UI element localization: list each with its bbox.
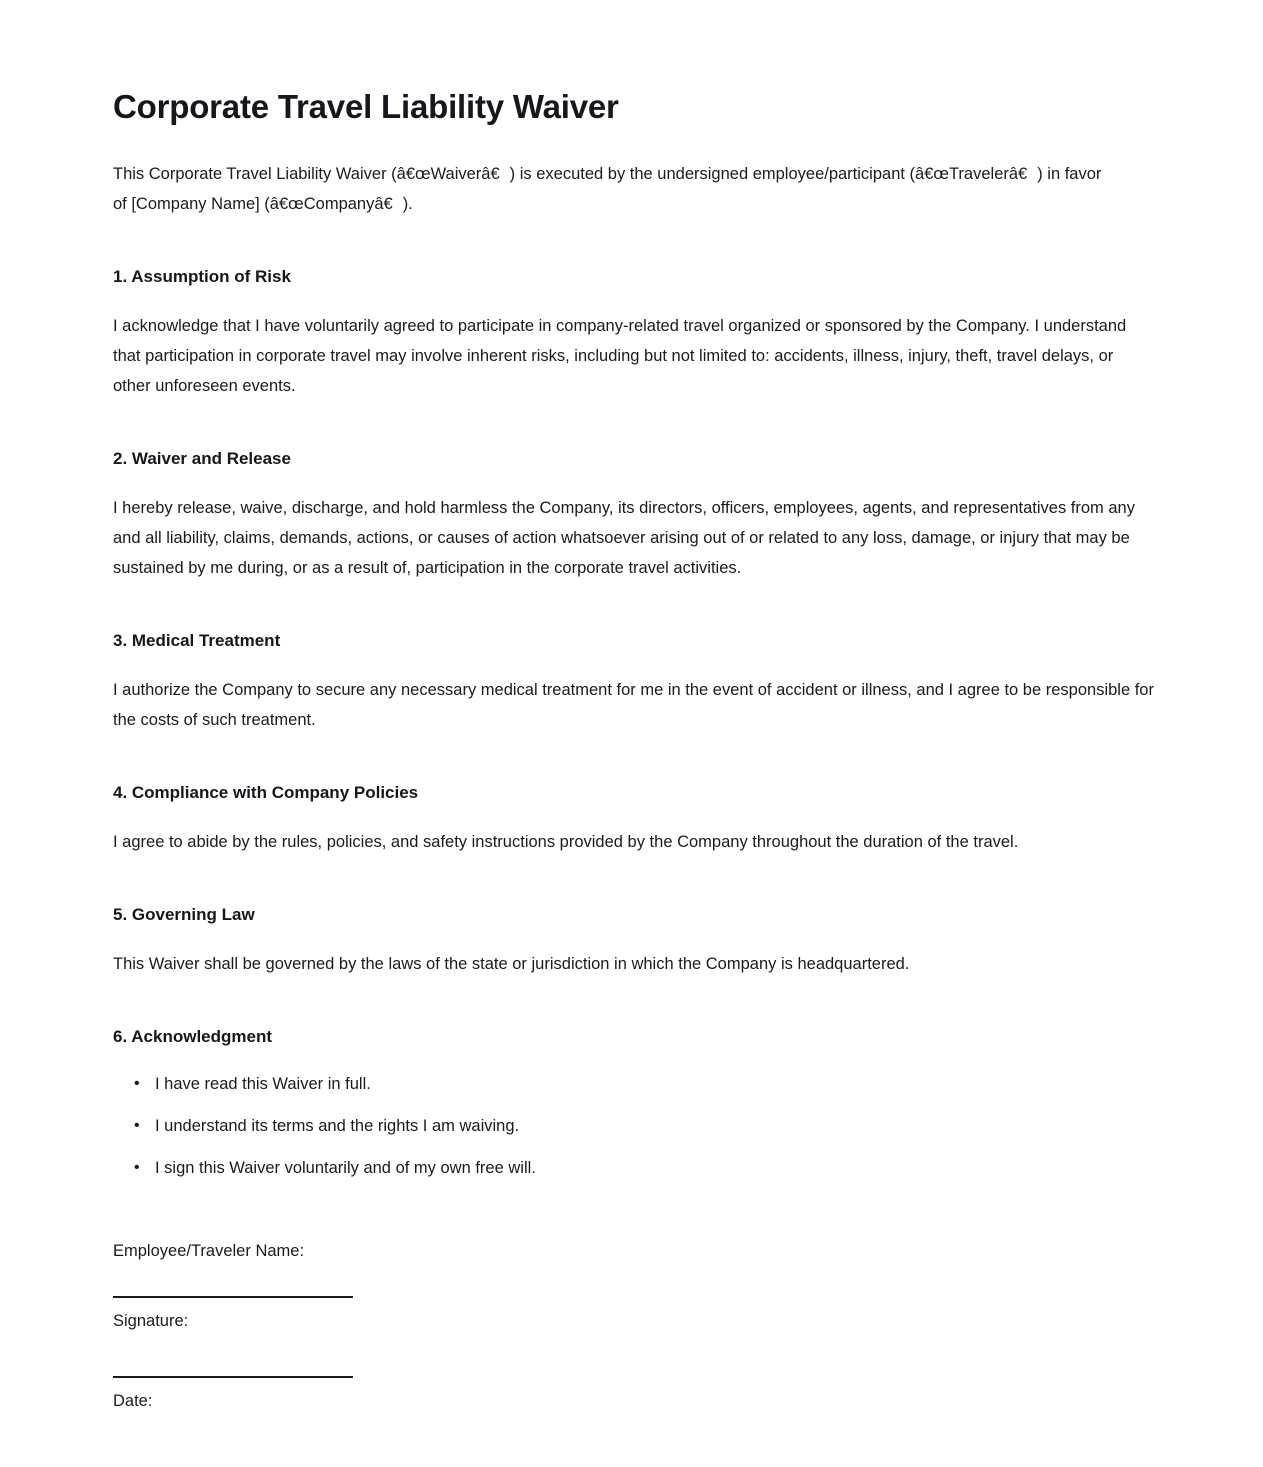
section-body-1: I acknowledge that I have voluntarily agreed to participate in company-related travel organized or sponsored by the Company. I understand that participation in corporate travel may involve inherent risks, including but not limited to: accidents, illness, injury, theft, travel delays, or other unforeseen events.: [113, 317, 1127, 395]
signature-block: [113, 1236, 1171, 1416]
section-body-3: I authorize the Company to secure any necessary medical treatment for me in the event of accident or illness, and I agree to be responsible for the costs of such treatment.: [113, 681, 1154, 729]
section-governing-law: [113, 903, 1171, 979]
section-acknowledgment: [113, 1025, 1171, 1183]
list-item: • I sign this Waiver voluntarily and of my own free will.: [144, 1153, 1171, 1183]
date-label: Date:: [113, 1392, 153, 1410]
acknowledgment-list: [113, 1069, 1171, 1183]
section-heading-6: 6. Acknowledgment: [113, 1027, 273, 1046]
list-item: • I understand its terms and the rights I am waiving.: [144, 1111, 1171, 1141]
section-body-2: I hereby release, waive, discharge, and hold harmless the Company, its directors, officers, employees, agents, and representatives from any and all liability, claims, demands, actions, or causes of action whatsoever arising out of or related to any loss, damage, or injury that may be sustained by me during, or as a result of, participation in the corporate travel activities.: [113, 499, 1135, 577]
employee-traveler-name-label: Employee/Traveler Name:: [113, 1242, 305, 1260]
section-heading-2: 2. Waiver and Release: [113, 449, 291, 468]
section-waiver-and-release: [113, 447, 1171, 583]
page-title: Corporate Travel Liability Waiver: [113, 88, 619, 125]
intro-paragraph: This Corporate Travel Liability Waiver (â€œWaiverâ€) is executed by the undersigned employee/participant (â€œTravelerâ€) in favor of [Company Name] (â€œCompanyâ€).: [113, 165, 1102, 213]
section-medical-treatment: [113, 629, 1171, 735]
section-heading-3: 3. Medical Treatment: [113, 631, 281, 650]
section-heading-1: 1. Assumption of Risk: [113, 267, 291, 286]
section-body-5: This Waiver shall be governed by the laws of the state or jurisdiction in which the Company is headquartered.: [113, 955, 910, 973]
section-heading-4: 4. Compliance with Company Policies: [113, 783, 419, 802]
signature-line: [113, 1376, 353, 1378]
name-signature-line: [113, 1296, 353, 1298]
signature-label: Signature:: [113, 1312, 189, 1330]
list-item: • I have read this Waiver in full.: [144, 1069, 1171, 1099]
section-assumption-of-risk: [113, 265, 1171, 401]
section-heading-5: 5. Governing Law: [113, 905, 255, 924]
section-compliance-with-company-policies: [113, 781, 1171, 857]
section-body-4: I agree to abide by the rules, policies, and safety instructions provided by the Company throughout the duration of the travel.: [113, 833, 1019, 851]
